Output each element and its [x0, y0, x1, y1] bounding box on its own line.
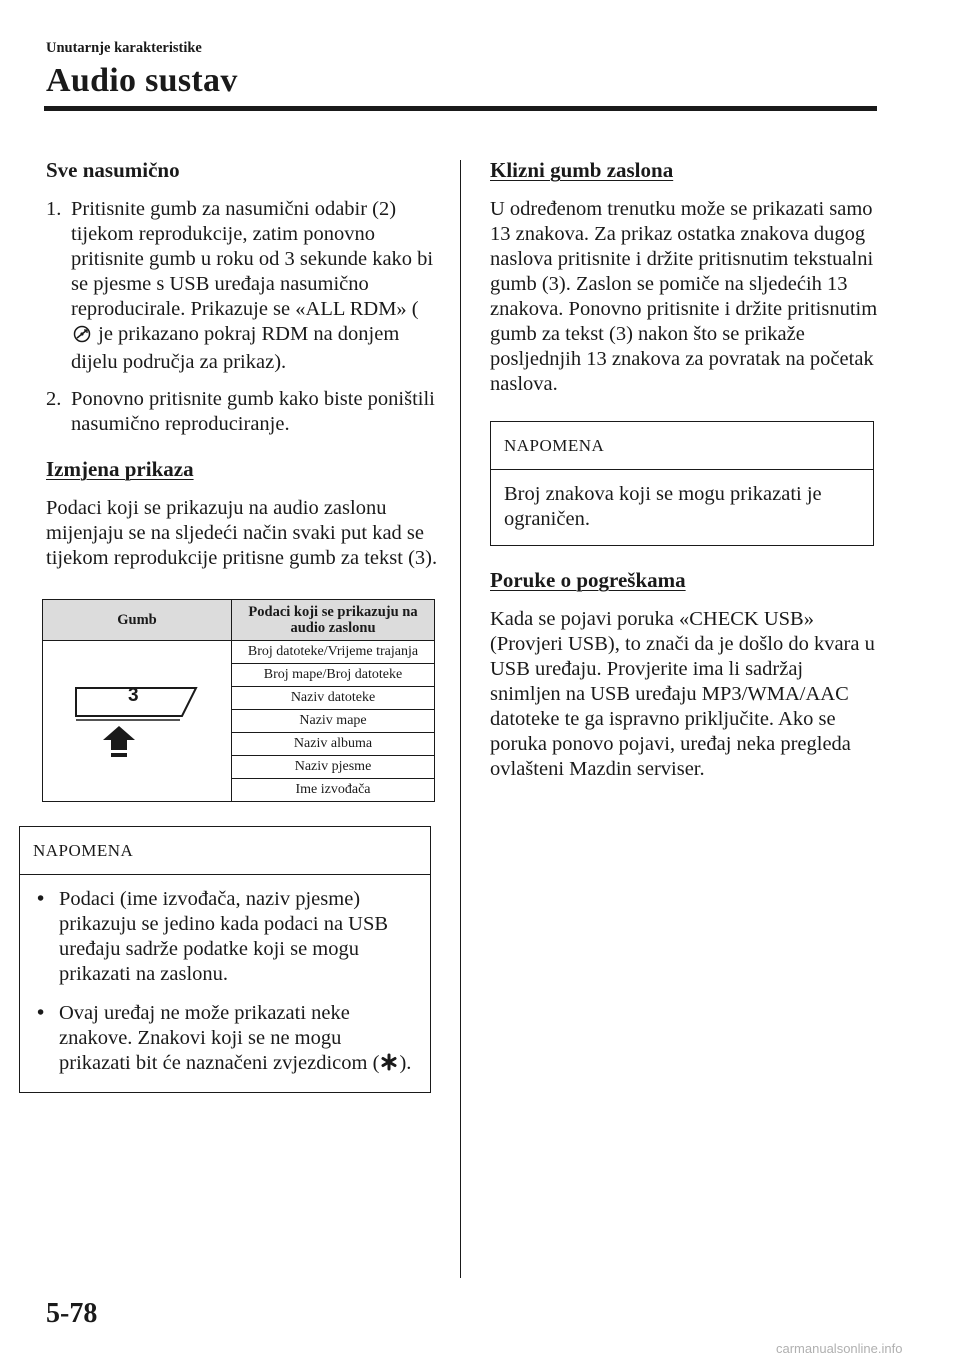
step-2	[46, 387, 438, 437]
table-cell: Broj mape/Broj datoteke	[232, 664, 435, 687]
table-header-button: Gumb	[43, 600, 232, 641]
note-title: NAPOMENA	[491, 422, 873, 470]
button-display-table	[42, 599, 435, 802]
note-bullet-2	[33, 1001, 417, 1078]
table-cell: Naziv pjesme	[232, 756, 435, 779]
table-cell: Ime izvođača	[232, 779, 435, 802]
section-label: Unutarnje karakteristike	[46, 40, 202, 56]
error-paragraph: Kada se pojavi poruka «CHECK USB» (Provjeri USB), to znači da je došlo do kvara u USB uređaju. Provjerite ima li sadržaj snimljen na USB uređaju MP3/WMA/AAC datoteke te ga ispravno priključite. Ako se poruka ponovo pojavi, uređaj neka pregleda ovlašteni Mazdin serviser.	[490, 608, 875, 780]
bullet-icon: •	[37, 888, 45, 910]
display-change-paragraph: Podaci koji se prikazuju na audio zaslonu mijenjaju se na sljedeći način svaki put kad se tijekom reprodukcije pritisne gumb za tekst (3).	[46, 497, 438, 569]
step-1-text-b: je prikazano pokraj RDM na donjem dijelu područja za prikaz).	[71, 323, 400, 373]
page-number: 5-78	[46, 1298, 98, 1329]
title-rule	[44, 106, 877, 111]
note-bullet-2-text-b: ).	[399, 1052, 412, 1074]
table-cell: Broj datoteke/Vrijeme trajanja	[232, 641, 435, 664]
heading-shuffle-all: Sve nasumično	[46, 158, 180, 182]
scroll-paragraph: U određenom trenutku može se prikazati samo 13 znakova. Za prikaz ostatka znakova dugog naslova pritisnite i držite pritisnutim tekstualni gumb (3). Zaslon se pomiče na sljedećih 13 znakova. Ponovno pritisnite i držite pritisnutim gumb za tekst (3) nakon što se prikaže posljednjih 13 znakova za povratak na početak naslova.	[490, 198, 878, 395]
step-1-text-a: Pritisnite gumb za nasumični odabir (2) tijekom reprodukcije, zatim ponovno pritisnite gumb u roku od 3 sekunde kako bi se pjesme s USB uređaja nasumično reproducirale. Prikazuje se «ALL RDM» (	[71, 198, 434, 320]
table-cell: Naziv mape	[232, 710, 435, 733]
note-body	[20, 875, 430, 1092]
column-divider	[460, 160, 461, 1278]
button-number-label: 3	[128, 685, 139, 706]
shuffle-disc-icon	[73, 325, 91, 350]
page-title: Audio sustav	[46, 62, 238, 99]
step-2-number: 2.	[46, 388, 62, 410]
note-box-left	[19, 826, 431, 1093]
note-title: NAPOMENA	[20, 827, 430, 875]
right-column	[490, 158, 878, 782]
note-bullet-1	[33, 887, 417, 987]
heading-error-messages: Poruke o pogreškama	[490, 568, 686, 592]
step-1	[46, 197, 438, 375]
table-header-row	[43, 600, 435, 641]
note-bullet-1-text: Podaci (ime izvođača, naziv pjesme) prikazuju se jedino kada podaci na USB uređaju sadrže podatke koji se mogu prikazati na zaslonu.	[59, 888, 389, 985]
heading-display-change: Izmjena prikaza	[46, 457, 194, 481]
note-body: Broj znakova koji se mogu prikazati je ograničen.	[504, 483, 822, 530]
step-1-number: 1.	[46, 198, 62, 220]
button-illustration-cell	[43, 641, 232, 802]
text-button-3-icon	[72, 682, 202, 760]
table-header-data: Podaci koji se prikazuju na audio zaslonu	[232, 600, 435, 641]
step-2-text: Ponovno pritisnite gumb kako biste poništili nasumično reproduciranje.	[71, 388, 435, 435]
left-column	[33, 158, 438, 1093]
table-cell: Naziv albuma	[232, 733, 435, 756]
bullet-icon: •	[37, 1002, 45, 1024]
watermark: carmanualsonline.info	[776, 1341, 903, 1356]
table-cell: Naziv datoteke	[232, 687, 435, 710]
table-row	[43, 641, 435, 664]
heading-scroll-button: Klizni gumb zaslona	[490, 158, 674, 182]
note-box-right	[490, 421, 874, 546]
note-bullet-2-text-a: Ovaj uređaj ne može prikazati neke znakove. Znakovi koji se ne mogu prikazati bit će naznačeni zvjezdicom (	[59, 1002, 380, 1074]
asterisk-icon	[380, 1053, 398, 1078]
